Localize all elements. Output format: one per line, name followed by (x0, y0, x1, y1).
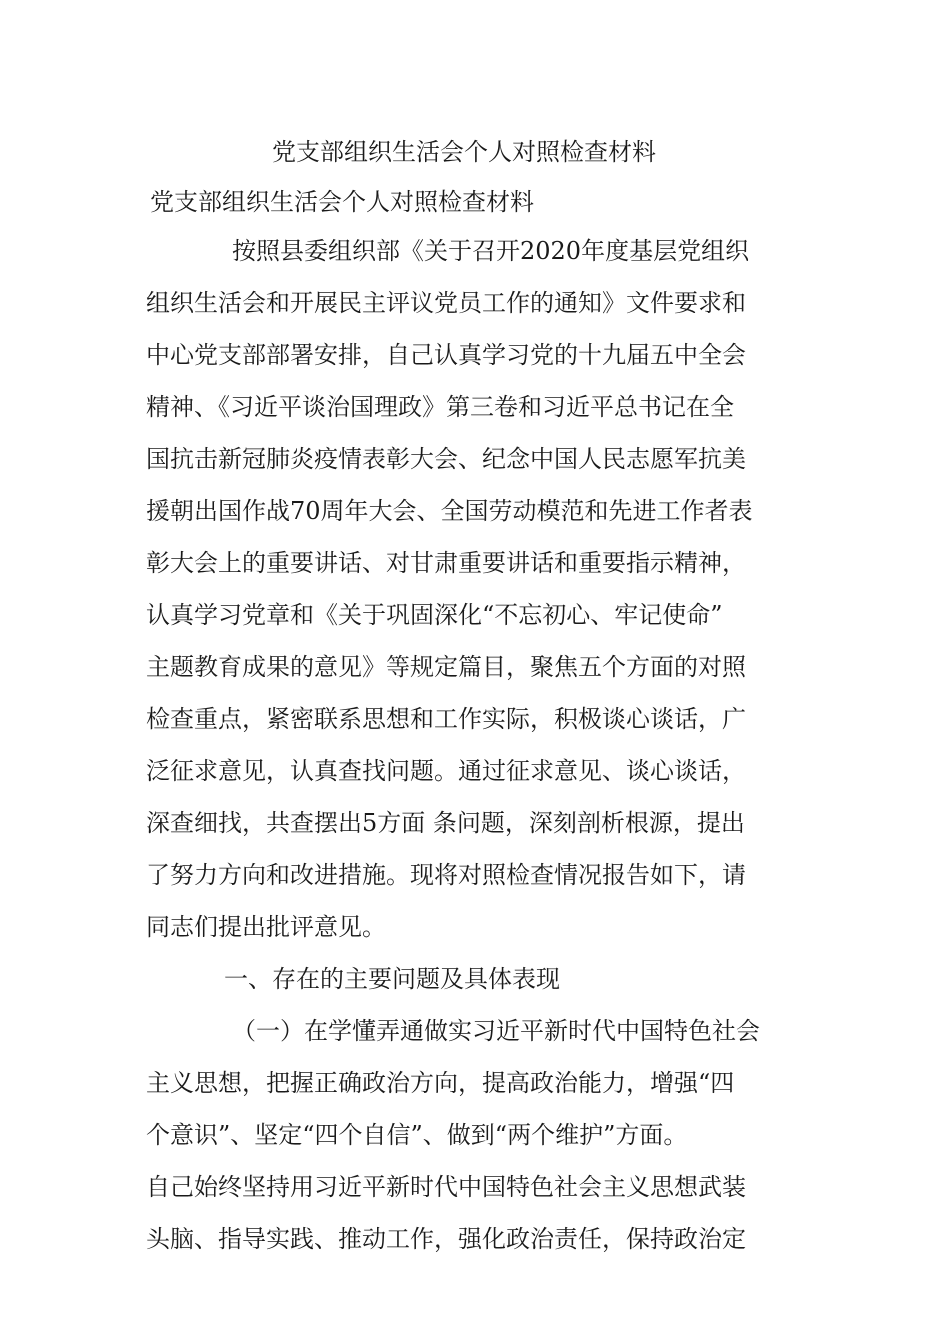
intro-line: 按照县委组织部《关于召开2020年度基层党组织 (232, 237, 750, 265)
intro-line: 主题教育成果的意见》等规定篇目，聚焦五个方面的对照 (146, 653, 746, 681)
subsection-line: 头脑、指导实践、推动工作，强化政治责任，保持政治定 (146, 1225, 746, 1253)
intro-line: 彰大会上的重要讲话、对甘肃重要讲话和重要指示精神， (146, 549, 746, 577)
intro-line: 精神、《习近平谈治国理政》第三卷和习近平总书记在全 (146, 393, 734, 421)
subsection-line: （一）在学懂弄通做实习近平新时代中国特色社会 (232, 1017, 760, 1045)
intro-line: 检查重点，紧密联系思想和工作实际，积极谈心谈话，广 (146, 705, 746, 733)
intro-line: 同志们提出批评意见。 (146, 913, 386, 941)
intro-line: 国抗击新冠肺炎疫情表彰大会、纪念中国人民志愿军抗美 (146, 445, 746, 473)
intro-line: 了努力方向和改进措施。现将对照检查情况报告如下，请 (146, 861, 746, 889)
intro-line: 组织生活会和开展民主评议党员工作的通知》文件要求和 (146, 289, 746, 317)
intro-line: 援朝出国作战70周年大会、全国劳动模范和先进工作者表 (146, 497, 753, 525)
intro-line: 泛征求意见，认真查找问题。通过征求意见、谈心谈话， (146, 757, 746, 785)
intro-line: 深查细找，共查摆出5方面 条问题，深刻剖析根源，提出 (146, 809, 745, 837)
subsection-line: 主义思想，把握正确政治方向，提高政治能力，增强“四 (146, 1069, 735, 1097)
document-subtitle: 党支部组织生活会个人对照检查材料 (150, 188, 534, 216)
intro-line: 中心党支部部署安排，自己认真学习党的十九届五中全会 (146, 341, 746, 369)
intro-line: 认真学习党章和《关于巩固深化“不忘初心、牢记使命” (146, 601, 723, 629)
subsection-line: 自己始终坚持用习近平新时代中国特色社会主义思想武装 (146, 1173, 746, 1201)
subsection-line: 个意识”、坚定“四个自信”、做到“两个维护”方面。 (146, 1121, 688, 1149)
section-heading: 一、存在的主要问题及具体表现 (224, 965, 560, 993)
document-title: 党支部组织生活会个人对照检查材料 (272, 138, 656, 166)
